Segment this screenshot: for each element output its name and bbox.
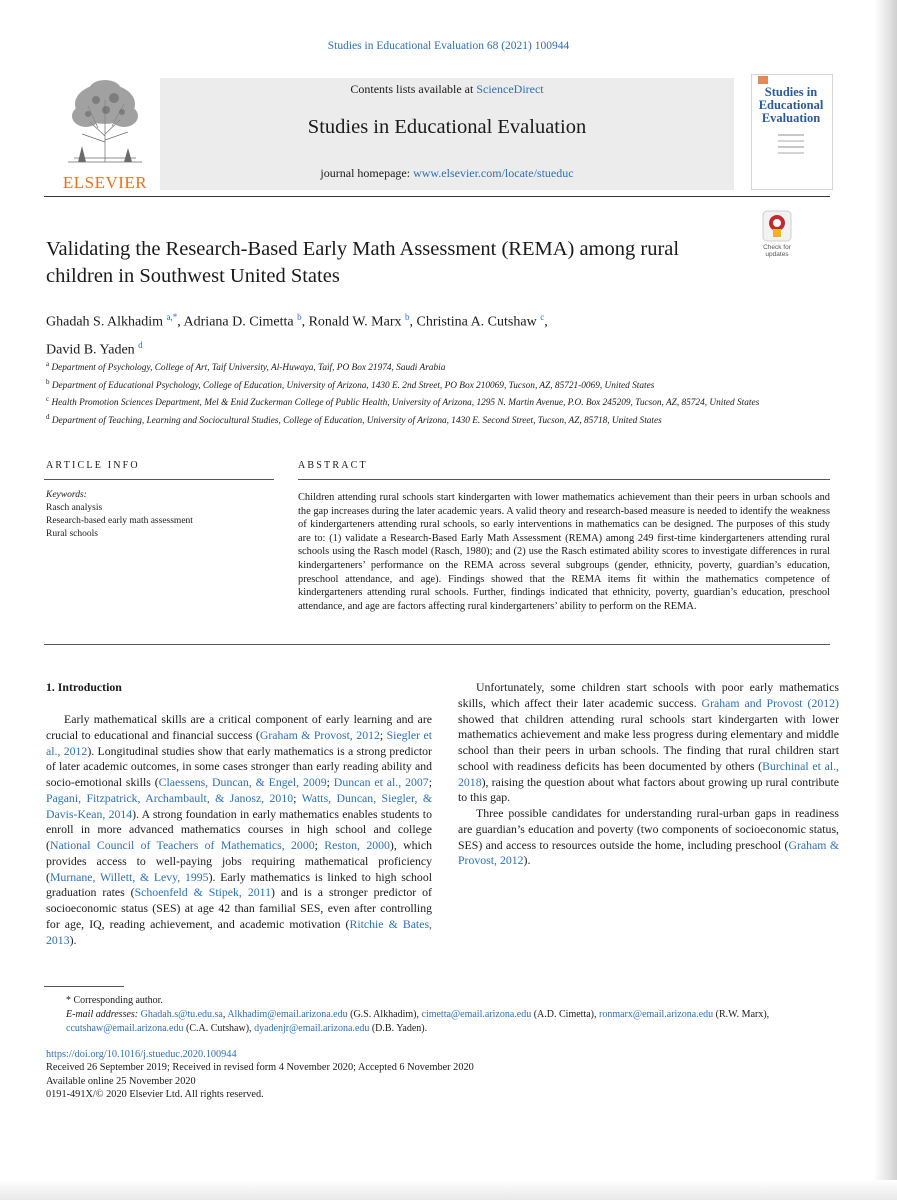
footnote-rule <box>44 986 124 987</box>
reference-link[interactable]: Alkhadim@email.arizona.edu <box>227 1009 348 1020</box>
article-title: Validating the Research-Based Early Math Assessment (REMA) among rural children in Southwest United States <box>46 238 680 287</box>
text-run: ) and is a stronger predictor of socioeconomic status (SES) at age 42 than familial SES, even after controlling for age, IQ, reading achievement, and academic motivation ( <box>46 885 432 931</box>
keyword-item: Research-based early math assessment <box>46 516 193 526</box>
author-affiliation-mark[interactable]: d <box>138 339 143 350</box>
keywords-label: Keywords: <box>46 490 87 500</box>
article-info-heading: ARTICLE INFO <box>46 460 140 471</box>
homepage-line <box>160 166 734 181</box>
homepage-link[interactable]: www.elsevier.com/locate/stueduc <box>413 166 574 180</box>
text-run: ; <box>428 775 432 789</box>
reference-link[interactable]: ccutshaw@email.arizona.edu <box>66 1023 184 1034</box>
author-affiliation-mark[interactable]: b <box>297 312 302 322</box>
reference-link[interactable]: ronmarx@email.arizona.edu <box>598 1009 714 1020</box>
reference-link[interactable]: Graham and Provost (2012) <box>701 695 839 710</box>
crossmark-badge[interactable] <box>757 210 797 260</box>
reference-link[interactable]: Graham & Provost, 2012 <box>259 727 380 742</box>
footnote <box>46 994 846 1036</box>
affiliation-item: $^b$ Department of Educational Psychology, College of Education, University of Arizona, 1430 E. 2nd Street, PO Box 210069, Tucson, AZ, 85721-0069, United States <box>46 377 655 391</box>
homepage-prefix: journal homepage: <box>320 166 414 180</box>
reference-link[interactable]: Watts, Duncan, Siegler, & Davis-Kean, 2014 <box>46 790 432 821</box>
received-dates: Received 26 September 2019; Received in revised form 4 November 2020; Accepted 6 November 2020 <box>46 1062 474 1074</box>
author-name[interactable]: Ghadah S. Alkhadim <box>46 314 164 330</box>
page-edge-shadow <box>874 0 897 1200</box>
reference-link[interactable]: Schoenfeld & Stipek, 2011 <box>134 885 272 900</box>
article-info-rule <box>44 479 274 480</box>
text-run: ; <box>314 838 325 852</box>
text-run: ). A strong foundation in early mathematics enables students to enroll in more advanced mathematics courses in high school and college ( <box>46 806 432 852</box>
available-online: Available online 25 November 2020 <box>46 1075 196 1087</box>
copyright-notice: 0191-491X/© 2020 Elsevier Ltd. All rights reserved. <box>46 1088 264 1100</box>
reference-link[interactable]: cimetta@email.arizona.edu <box>421 1009 532 1020</box>
text-run: ). Longitudinal studies show that early mathematics is a strong predictor of later academic outcomes, in some cases stronger than early reading ability and socio-emotional skills ( <box>46 743 432 789</box>
reference-link[interactable]: Ghadah.s@tu.edu.sa <box>140 1009 223 1020</box>
reference-link[interactable]: Claessens, Duncan, & Engel, 2009 <box>158 775 327 789</box>
crossmark-icon <box>762 210 792 242</box>
reference-link[interactable]: Burchinal et al., 2018 <box>458 758 840 789</box>
text-run: ). <box>69 932 77 947</box>
author-affiliation-mark[interactable]: c <box>540 312 545 322</box>
reference-link[interactable]: Reston, 2000 <box>324 838 390 852</box>
corresponding-author-note: * Corresponding author. <box>66 995 163 1006</box>
paragraph <box>46 712 432 948</box>
keyword-item: Rasch analysis <box>46 503 103 513</box>
affiliation-item: $^c$ Health Promotion Sciences Department, Mel & Enid Zuckerman College of Public Health, University of Arizona, 1295 N. Martin Avenue, P.O. Box 245209, Tucson, AZ, 85724, United States <box>46 395 760 409</box>
text-run: Three possible candidates for understanding rural-urban gaps in readiness are guardian’s education and poverty (two components of socioeconomic status, SES) and access to resources outside the home, including preschool ( <box>458 806 839 852</box>
text-run: (G.S. Alkhadim), <box>347 1009 422 1020</box>
author-list: Ghadah S. Alkhadim $^{a,*}$, Adriana D. Cimetta $^b$, Ronald W. Marx $^b$, Christina A. Cutshaw $^c$, David B. Yaden $^d$ <box>46 312 548 358</box>
journal-citation[interactable]: Studies in Educational Evaluation 68 (2021) 100944 <box>327 40 570 52</box>
reference-link[interactable]: Pagani, Fitzpatrick, Archambault, & Janosz, 2010 <box>46 790 294 805</box>
text-run: ), raising the question about what factors about growing up rural contribute to this gap. <box>458 774 839 805</box>
text-run: Early mathematical skills are a critical component of early learning and are crucial to educational and financial success ( <box>46 712 432 742</box>
body-right-column <box>458 680 839 869</box>
reference-link[interactable]: Ritchie & Bates, 2013 <box>46 916 432 947</box>
contents-prefix: Contents lists available at <box>350 82 477 96</box>
author-affiliation-mark[interactable]: a,* <box>166 312 178 322</box>
author-name[interactable]: Adriana D. Cimetta <box>183 314 294 330</box>
abstract-text: Children attending rural schools start kindergarten with lower mathematics achievement than their peers in urban schools and the gap increases during the later academic years. A valid theory and research-based measure is needed to identify the weakness of kindergarteners attending rural schools, so early interventions in mathematics can be designed. The purposes of this study are to: (1) validate a Research-Based Early Math Assessment (REMA) among 249 first-time kindergarteners attending rural schools using the Rasch model (Rasch, 1980); and (2) use the Rasch estimated ability scores to investigate differences in rural kindergarteners’ performance on the REMA across several subgroups (gender, ethnicity, poverty, guardian’s education, preschool attendance, and age). Findings showed that the REMA items fit within the mathematics competence of kindergarteners attending rural schools. Further, findings indicated that ethnicity, poverty, guardian’s education, preschool attendance, and age are factors affecting rural kindergarteners’ ability to perform on the REMA. <box>298 492 830 612</box>
contents-line <box>160 82 734 97</box>
section-heading-introduction: 1. Introduction <box>46 680 122 694</box>
text-run: ), which provides access to well-paying jobs requiring mathematical proficiency ( <box>46 838 432 884</box>
body-left-column <box>46 712 432 948</box>
paragraph <box>458 806 839 869</box>
crossmark-label: Check for updates <box>763 244 791 258</box>
reference-link[interactable]: dyadenjr@email.arizona.edu <box>254 1023 370 1034</box>
abstract-rule <box>298 479 830 480</box>
doi-link[interactable]: https://doi.org/10.1016/j.stueduc.2020.100944 <box>46 1049 237 1060</box>
elsevier-logo <box>60 76 150 192</box>
affiliations <box>46 358 766 429</box>
keywords-block <box>46 489 276 541</box>
cover-thumbnail-detail <box>778 134 804 164</box>
header-rule <box>44 196 830 197</box>
text-run: ). <box>523 853 531 868</box>
text-run: (R.W. Marx), <box>713 1009 770 1020</box>
text-run: ; <box>379 727 387 742</box>
text-run: ). Early mathematics is linked to high school graduation rates ( <box>46 869 433 900</box>
reference-link[interactable]: Duncan et al., 2007 <box>333 775 429 789</box>
elsevier-tree-icon <box>60 76 150 166</box>
text-run: , <box>222 1009 228 1020</box>
reference-link[interactable]: Siegler et al., 2012 <box>46 727 432 758</box>
email-addresses <box>46 1008 846 1036</box>
affiliation-item: $^d$ Department of Teaching, Learning and Sociocultural Studies, College of Education, University of Arizona, 1430 E. Second Street, Tucson, AZ, 85718, United States <box>46 413 662 427</box>
reference-link[interactable]: Murnane, Willett, & Levy, 1995 <box>49 869 209 884</box>
text-run: (D.B. Yaden). <box>369 1023 428 1034</box>
text-run: ; <box>326 775 334 789</box>
reference-link[interactable]: Graham & Provost, 2012 <box>458 837 839 868</box>
paragraph <box>458 680 839 806</box>
text-run: ; <box>293 790 302 805</box>
page-bottom-shadow <box>0 1180 897 1200</box>
keyword-item: Rural schools <box>46 529 98 539</box>
author-name[interactable]: Ronald W. Marx <box>308 314 402 330</box>
abstract-heading: ABSTRACT <box>298 460 368 471</box>
sciencedirect-link[interactable]: ScienceDirect <box>476 82 544 96</box>
author-affiliation-mark[interactable]: b <box>405 312 410 322</box>
article-metadata <box>46 1048 746 1101</box>
author-name[interactable]: Christina A. Cutshaw <box>416 314 537 330</box>
text-run: showed that children attending rural schools start kindergarten with lower mathematics achievement and make less progress during elementary and middle school than their peers in urban schools. The finding that rural children start school with readiness deficits has been documented by others ( <box>458 711 839 773</box>
text-run: (A.D. Cimetta), <box>531 1009 599 1020</box>
author-name[interactable]: David B. Yaden <box>46 342 135 358</box>
publisher-wordmark: ELSEVIER <box>62 173 148 192</box>
text-run: (C.A. Cutshaw), <box>183 1023 255 1034</box>
abstract-bottom-rule <box>44 644 830 645</box>
affiliation-item: $^a$ Department of Psychology, College of Art, Taif University, Al-Huwaya, Taif, PO Box 21974, Saudi Arabia <box>46 360 446 374</box>
journal-title: Studies in Educational Evaluation <box>307 116 587 138</box>
reference-link[interactable]: National Council of Teachers of Mathematics, 2000 <box>49 838 315 852</box>
email-list <box>66 1009 769 1034</box>
email-label: E-mail addresses: <box>66 1009 141 1020</box>
text-run: Unfortunately, some children start schools with poor early mathematics skills, which affect their later academic success. <box>458 680 839 710</box>
cover-title: Studies in Educational Evaluation <box>758 85 824 125</box>
cover-logo-mark <box>758 76 768 84</box>
